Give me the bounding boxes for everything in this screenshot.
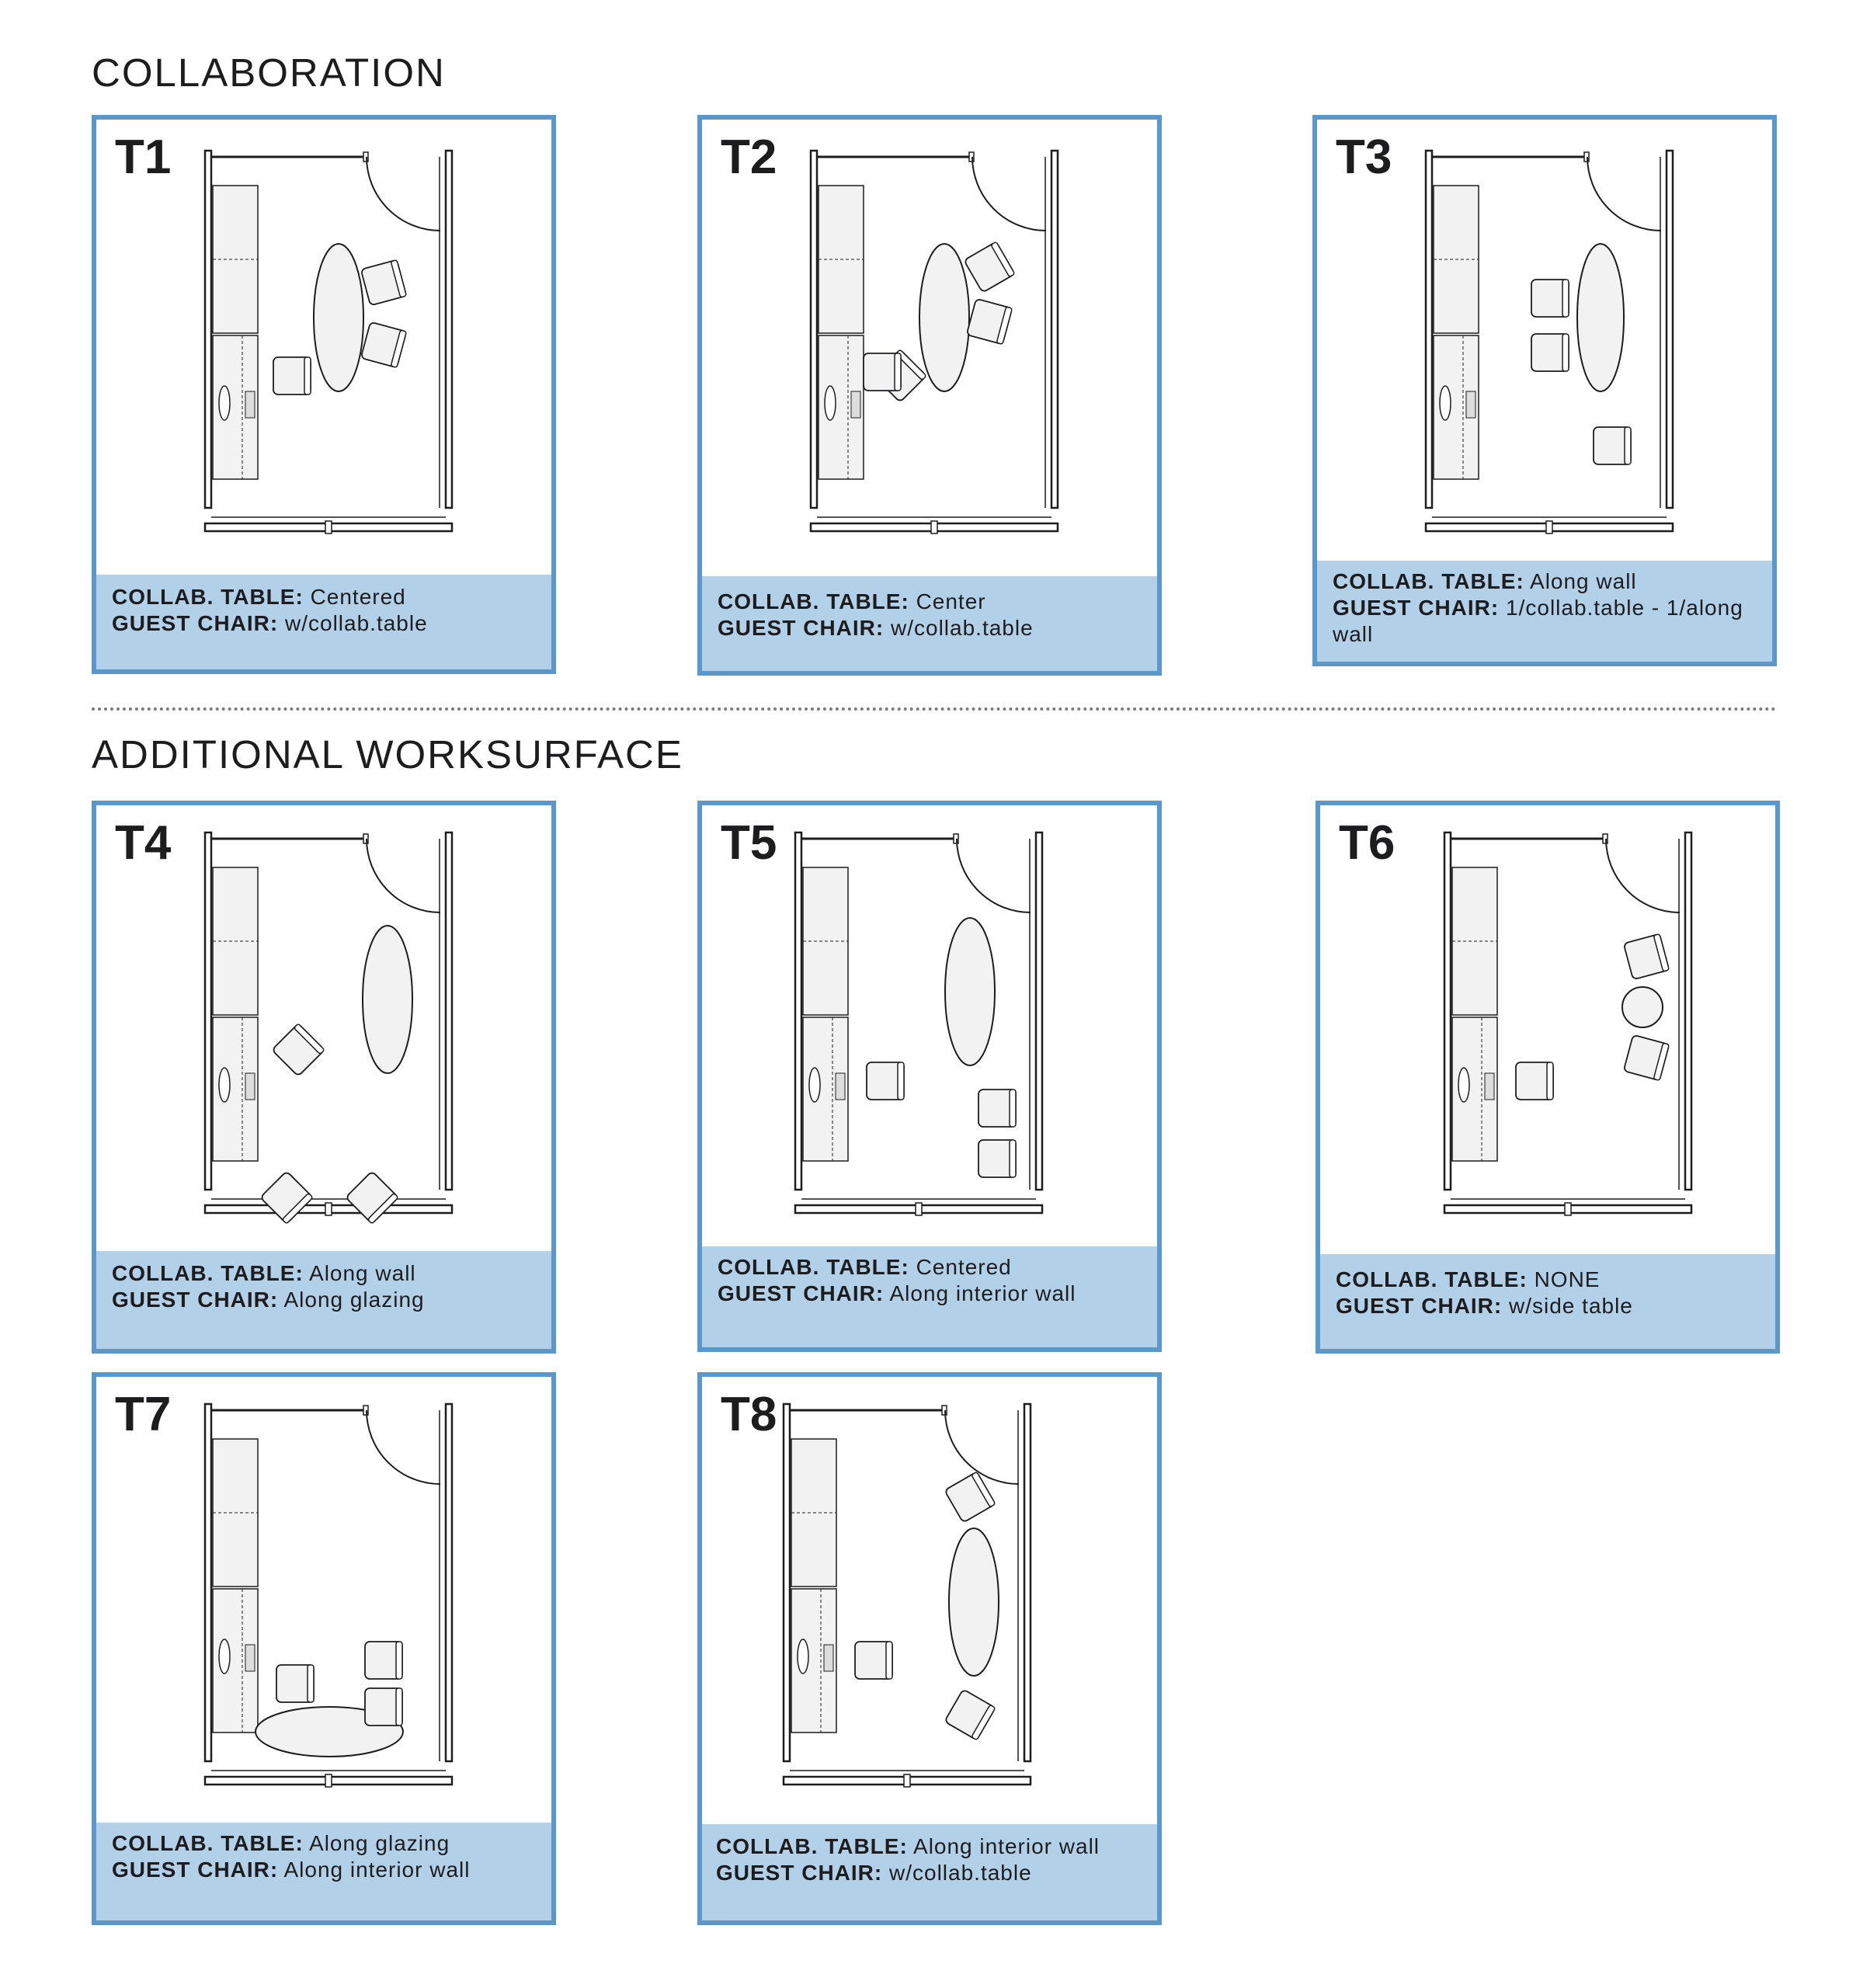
monitor-icon [798, 1639, 808, 1673]
monitor-icon [1458, 1068, 1469, 1102]
mullion [904, 1774, 910, 1787]
chair-back [308, 1665, 314, 1702]
chair-icon [944, 1689, 996, 1740]
chair-caption: GUEST CHAIR: Along interior wall [112, 1858, 471, 1882]
monitor-icon [219, 1639, 230, 1673]
left-wall [784, 1404, 790, 1761]
table-caption: COLLAB. TABLE: Along interior wall [716, 1834, 1100, 1858]
door-swing-arc [957, 839, 1031, 912]
right-wall [1685, 832, 1691, 1190]
caption [702, 1824, 1157, 1920]
left-wall [1426, 151, 1432, 508]
caption [96, 575, 551, 669]
right-wall [1051, 151, 1058, 508]
mullion [1565, 1203, 1571, 1215]
chair-back [898, 1062, 904, 1100]
door-swing-arc [945, 1410, 1019, 1484]
chair-back [1625, 427, 1631, 464]
chair-back [1547, 1062, 1553, 1100]
door-swing-arc [367, 1410, 440, 1484]
chair-icon [944, 1472, 996, 1523]
layout-card-t3[interactable] [1312, 115, 1777, 666]
chair-icon [276, 1665, 314, 1702]
right-wall [1667, 151, 1673, 508]
chair-icon [967, 299, 1013, 345]
floor-plan [96, 1377, 556, 1812]
layout-label: T2 [721, 130, 777, 184]
chair-icon [361, 322, 407, 368]
chair-icon [867, 1062, 904, 1100]
chair-icon [1624, 934, 1670, 980]
caption [1317, 561, 1772, 662]
table-caption: COLLAB. TABLE: Along wall [112, 1261, 416, 1285]
right-wall [446, 151, 452, 508]
keyboard-icon [245, 391, 255, 418]
section-title-additional-worksurface: ADDITIONAL WORKSURFACE [92, 732, 683, 777]
chair-icon [1516, 1062, 1553, 1100]
layout-label: T1 [115, 130, 172, 184]
chair-icon [346, 1171, 398, 1224]
chair-caption: GUEST CHAIR: w/collab.table [112, 611, 428, 635]
section-divider [92, 707, 1777, 711]
chair-icon [1624, 1035, 1670, 1081]
chair-caption: GUEST CHAIR: Along glazing [112, 1288, 425, 1312]
mullion [931, 521, 937, 533]
caption [96, 1823, 551, 1920]
keyboard-icon [245, 1073, 255, 1100]
chair-icon [361, 260, 407, 306]
right-wall [446, 832, 452, 1190]
office-room [205, 832, 452, 1224]
office-room [795, 832, 1042, 1215]
keyboard-icon [851, 391, 860, 418]
right-wall [1036, 832, 1042, 1190]
caption [702, 576, 1157, 671]
floor-plan [702, 805, 1162, 1240]
right-wall [446, 1404, 452, 1761]
monitor-icon [1440, 386, 1451, 420]
layout-card-t5[interactable] [697, 801, 1162, 1352]
chair-caption: GUEST CHAIR: Along interior wall [718, 1281, 1076, 1305]
chair-back [304, 357, 311, 394]
collab-table [363, 926, 412, 1073]
mullion [916, 1203, 922, 1215]
collab-table [1577, 244, 1624, 391]
chair-back [1010, 1090, 1016, 1127]
chair-icon [978, 1090, 1016, 1127]
floor-plan [1317, 120, 1777, 554]
table-caption: COLLAB. TABLE: Along glazing [112, 1831, 450, 1855]
chair-caption: GUEST CHAIR: w/collab.table [716, 1861, 1032, 1885]
door-swing-arc [1587, 157, 1661, 231]
chair-back [1010, 1140, 1016, 1177]
chair-caption: GUEST CHAIR: w/collab.table [718, 616, 1034, 640]
monitor-icon [219, 386, 230, 420]
layout-label: T8 [721, 1388, 777, 1441]
section-title-collaboration: COLLABORATION [92, 50, 446, 95]
caption [96, 1251, 551, 1349]
layout-card-t6[interactable] [1316, 801, 1780, 1354]
table-caption: COLLAB. TABLE: NONE [1336, 1267, 1601, 1291]
chair-icon [1531, 280, 1569, 317]
chair-icon [1531, 334, 1569, 371]
layout-label: T6 [1339, 816, 1396, 870]
office-room [205, 151, 452, 533]
side-table [1622, 987, 1663, 1027]
chair-back [1562, 334, 1569, 371]
monitor-icon [219, 1068, 230, 1102]
layout-label: T4 [115, 816, 172, 870]
table-caption: COLLAB. TABLE: Centered [718, 1255, 1012, 1279]
chair-back [886, 1642, 892, 1679]
floor-plan [96, 120, 556, 554]
chair-icon [1594, 427, 1631, 464]
collab-table [949, 1528, 999, 1676]
layout-label: T5 [721, 816, 777, 870]
mullion [1546, 521, 1552, 533]
monitor-icon [809, 1068, 820, 1102]
chair-icon [260, 1171, 313, 1224]
office-room [784, 1404, 1031, 1787]
chair-back [1562, 280, 1569, 317]
chair-icon [365, 1688, 402, 1726]
chair-back [396, 1688, 402, 1726]
caption [1320, 1254, 1775, 1349]
collab-table [945, 918, 995, 1065]
chair-icon [272, 1024, 325, 1076]
chair-icon [855, 1642, 892, 1679]
layout-card-t4[interactable] [92, 801, 556, 1354]
chair-icon [365, 1642, 402, 1679]
layout-card-t8[interactable] [697, 1372, 1162, 1925]
table-caption: COLLAB. TABLE: Center [718, 589, 986, 613]
left-wall [795, 832, 801, 1190]
monitor-icon [825, 386, 836, 420]
office-room [1444, 832, 1691, 1215]
mullion [325, 1774, 332, 1787]
chair-icon [964, 242, 1015, 293]
keyboard-icon [1485, 1073, 1494, 1100]
left-wall [205, 151, 211, 508]
keyboard-icon [824, 1645, 833, 1671]
right-wall [1024, 1404, 1031, 1761]
layout-card-t1[interactable] [92, 115, 556, 674]
office-room [205, 1404, 452, 1787]
door-swing-arc [1606, 839, 1680, 912]
chair-back [396, 1642, 402, 1679]
chair-icon [273, 357, 311, 394]
left-wall [205, 1404, 211, 1761]
layout-card-t7[interactable] [92, 1372, 556, 1925]
floor-plan [1320, 805, 1780, 1240]
chair-caption: GUEST CHAIR: 1/collab.table - 1/along wall [1333, 596, 1743, 646]
floor-plan [702, 120, 1162, 554]
mullion [325, 1203, 332, 1215]
chair-icon [864, 353, 901, 391]
keyboard-icon [245, 1645, 255, 1671]
left-wall [205, 832, 211, 1190]
floor-plan [702, 1377, 1162, 1812]
office-room [811, 151, 1058, 533]
layout-label: T7 [115, 1388, 172, 1441]
keyboard-icon [836, 1073, 845, 1100]
office-room [1426, 151, 1673, 533]
keyboard-icon [1466, 391, 1475, 418]
floor-plan [96, 805, 556, 1240]
chair-icon [978, 1140, 1016, 1177]
chair-back [895, 353, 901, 391]
door-swing-arc [367, 157, 440, 231]
chair-caption: GUEST CHAIR: w/side table [1336, 1294, 1633, 1318]
door-swing-arc [367, 839, 440, 912]
left-wall [811, 151, 817, 508]
collab-table [919, 244, 969, 391]
caption [702, 1246, 1157, 1347]
layout-label: T3 [1336, 130, 1392, 184]
left-wall [1444, 832, 1451, 1190]
table-caption: COLLAB. TABLE: Along wall [1333, 569, 1637, 593]
table-caption: COLLAB. TABLE: Centered [112, 585, 406, 609]
collab-table [314, 244, 363, 391]
mullion [325, 521, 332, 533]
door-swing-arc [972, 157, 1046, 231]
layout-card-t2[interactable] [697, 115, 1162, 676]
